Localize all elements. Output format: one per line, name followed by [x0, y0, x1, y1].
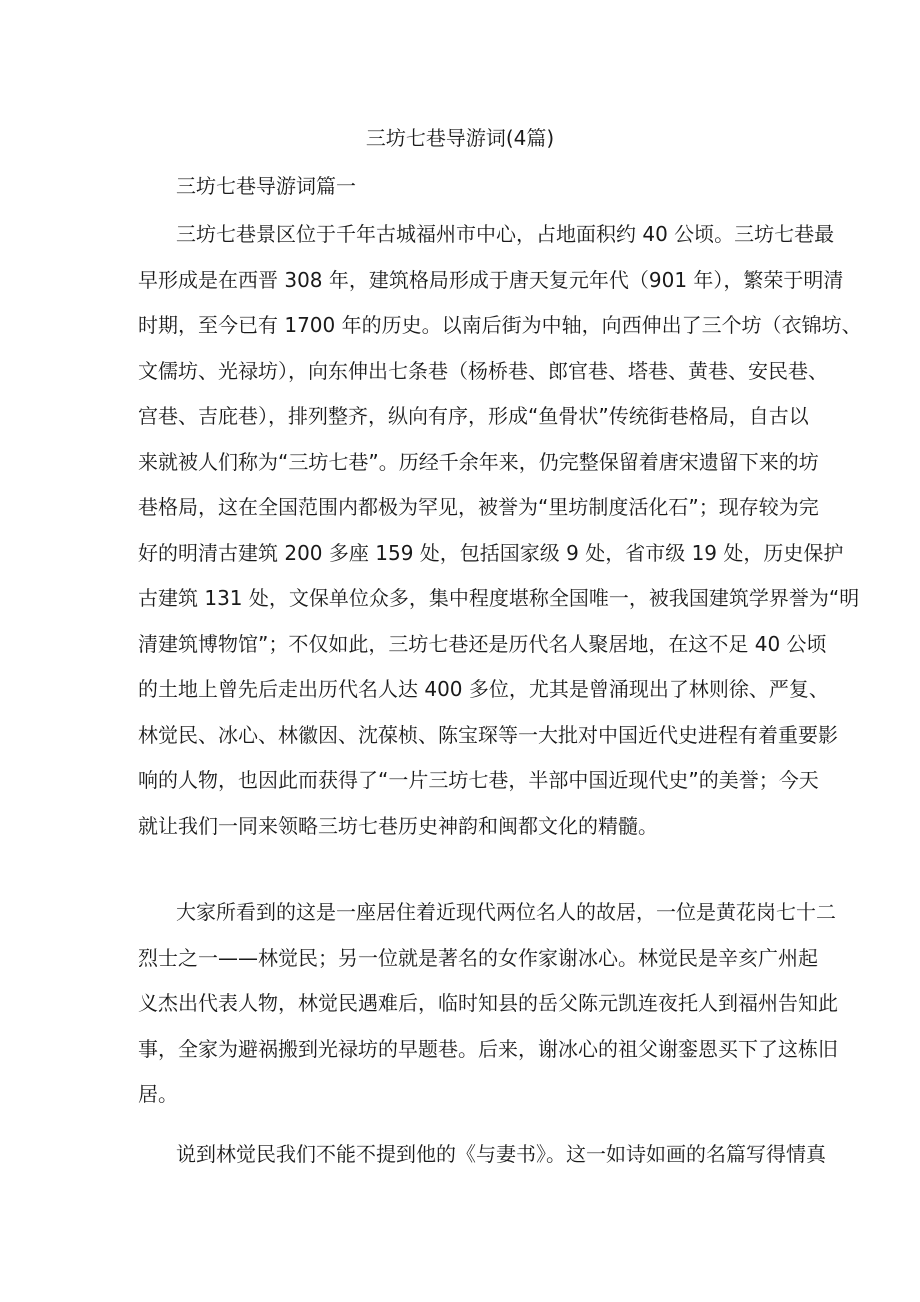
paragraph-line: 事，全家为避祸搬到光禄坊的早题巷。后来，谢冰心的祖父谢銮恩买下了这栋旧 [138, 1036, 838, 1061]
document-title: 三坊七巷导游词(4篇) [365, 126, 555, 150]
body-paragraph [138, 890, 838, 1118]
paragraph-line: 文儒坊、光禄坊），向东伸出七条巷（杨桥巷、郎官巷、塔巷、黄巷、安民巷、 [138, 358, 828, 383]
paragraph-line: 居。 [138, 1082, 178, 1106]
body-paragraph [138, 1132, 826, 1178]
paragraph-line: 义杰出代表人物，林觉民遇难后，临时知县的岳父陈元凯连夜托人到福州告知此 [138, 991, 838, 1015]
paragraph-line: 三坊七巷景区位于千年古城福州市中心，占地面积约 40 公顷。三坊七巷最 [176, 222, 835, 246]
paragraph-line: 的土地上曾先后走出历代名人达 400 多位，尤其是曾涌现出了林则徐、严复、 [138, 677, 829, 701]
paragraph-line: 清建筑博物馆”；不仅如此，三坊七巷还是历代名人聚居地，在这不足 40 公顷 [138, 631, 827, 656]
paragraph-line: 早形成是在西晋 308 年，建筑格局形成于唐天复元年代（901 年），繁荣于明清 [138, 267, 844, 292]
paragraph-line: 响的人物，也因此而获得了“一片三坊七巷，半部中国近现代史”的美誉；今天 [138, 768, 819, 792]
paragraph-line: 巷格局，这在全国范围内都极为罕见，被誉为“里坊制度活化石”；现存较为完 [138, 495, 819, 519]
paragraph-line: 古建筑 131 处，文保单位众多，集中程度堪称全国唯一，被我国建筑学界誉为“明 [138, 586, 860, 610]
body-paragraph [138, 212, 862, 849]
paragraph-line: 说到林觉民我们不能不提到他的《与妻书》。这一如诗如画的名篇写得情真 [176, 1142, 826, 1166]
paragraph-line: 烈士之一——林觉民；另一位就是著名的女作家谢冰心。林觉民是辛亥广州起 [138, 945, 818, 970]
paragraph-line: 林觉民、冰心、林徽因、沈葆桢、陈宝琛等一大批对中国近代史进程有着重要影 [138, 722, 838, 747]
section-heading: 三坊七巷导游词篇一 [176, 174, 356, 198]
paragraph-line: 大家所看到的这是一座居住着近现代两位名人的故居，一位是黄花岗七十二 [176, 900, 836, 924]
paragraph-line: 就让我们一同来领略三坊七巷历史神韵和闽都文化的精髓。 [138, 813, 658, 838]
paragraph-line: 好的明清古建筑 200 多座 159 处，包括国家级 9 处，省市级 19 处，历史保护 [138, 540, 844, 565]
paragraph-line: 来就被人们称为“三坊七巷”。历经千余年来，仍完整保留着唐宋遗留下来的坊 [138, 449, 819, 474]
paragraph-line: 时期，至今已有 1700 年的历史。以南后街为中轴，向西伸出了三个坊（衣锦坊、 [138, 313, 862, 337]
paragraph-line: 宫巷、吉庇巷），排列整齐，纵向有序，形成“鱼骨状”传统街巷格局，自古以 [138, 404, 809, 428]
